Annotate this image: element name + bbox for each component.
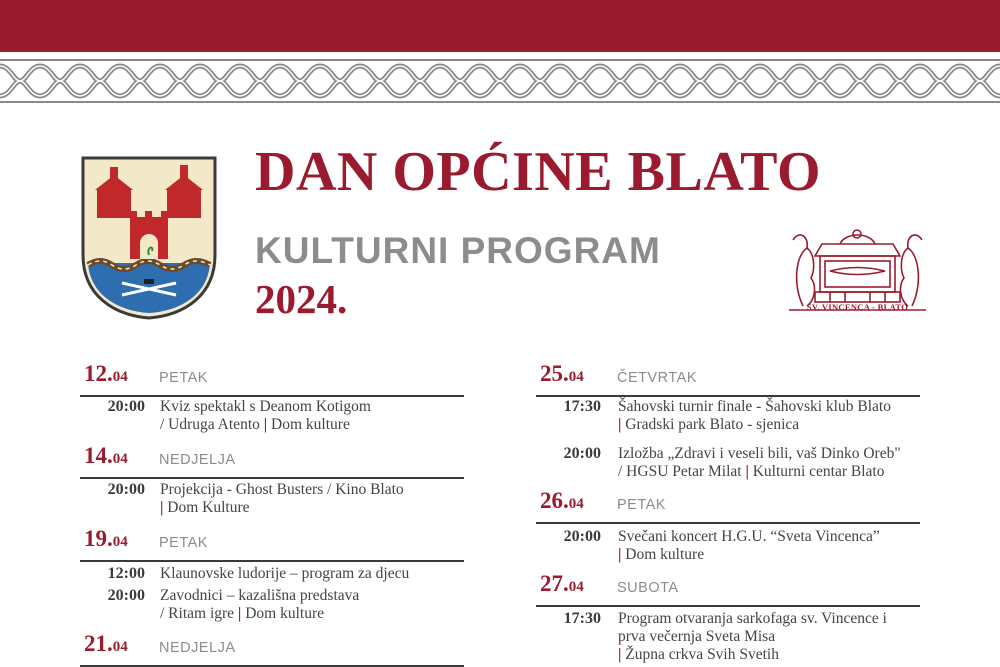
day-weekday: PETAK — [617, 497, 666, 513]
event-description-line: Izložba „Zdravi i veseli bili, vaš Dinko Oreb" — [618, 445, 901, 462]
day-date: 12.04 — [84, 361, 128, 386]
separator-bar: | — [160, 499, 164, 516]
day-month: 04 — [112, 534, 128, 550]
day-header — [80, 631, 464, 667]
event-time: 20:00 — [107, 398, 145, 415]
day-month: 04 — [112, 639, 128, 655]
day-header — [536, 571, 920, 607]
day-date: 19.04 — [84, 526, 128, 551]
separator-bar: | — [263, 416, 268, 433]
emblem-caption: SV. VINCENCA - BLATO — [806, 302, 909, 312]
event-time: 20:00 — [107, 587, 145, 604]
event-description-line: Kviz spektakl s Deanom Kotigom — [160, 398, 371, 415]
day-date: 21.04 — [84, 631, 128, 656]
day-month: 04 — [112, 369, 128, 385]
day-date: 27.04 — [540, 571, 584, 596]
day-weekday: SUBOTA — [617, 580, 679, 596]
event-description-line: | Dom Kulture — [160, 499, 250, 516]
event-description-line: Šahovski turnir finale - Šahovski klub Blato — [618, 398, 891, 415]
event-description-line: Zavodnici – kazališna predstava — [160, 587, 360, 604]
program-year: 2024. — [255, 276, 348, 322]
event-description-line: Svečani koncert H.G.U. “Sveta Vincenca” — [618, 528, 880, 545]
day-header — [536, 361, 920, 397]
day-header — [536, 488, 920, 524]
event-time: 17:30 — [563, 610, 601, 627]
day-date: 25.04 — [540, 361, 584, 386]
day-header — [80, 443, 464, 479]
event-description-line: / Ritam igre | Dom kulture — [160, 605, 324, 622]
day-date: 26.04 — [540, 488, 584, 513]
event-description-line: Projekcija - Ghost Busters / Kino Blato — [160, 481, 404, 498]
day-month: 04 — [568, 369, 584, 385]
braid-ornament — [0, 56, 1000, 106]
day-date: 14.04 — [84, 443, 128, 468]
event-description-line: / Udruga Atento | Dom kulture — [160, 416, 350, 433]
day-weekday: PETAK — [159, 370, 208, 386]
day-header — [80, 526, 464, 562]
separator-bar: | — [745, 463, 749, 480]
day-month: 04 — [568, 496, 584, 512]
event-description-line: Klaunovske ludorije – program za djecu — [160, 565, 410, 582]
page-title: DAN OPĆINE BLATO — [255, 141, 822, 203]
event-time: 20:00 — [107, 481, 145, 498]
day-weekday: NEDJELJA — [159, 452, 236, 468]
day-header — [80, 361, 464, 397]
event-description-line: | Dom kulture — [618, 546, 705, 563]
day-weekday: NEDJELJA — [159, 640, 236, 656]
separator-bar: | — [618, 546, 622, 563]
event-time: 20:00 — [563, 445, 601, 462]
separator-bar: | — [618, 646, 622, 663]
event-description-line: | Gradski park Blato - sjenica — [618, 416, 800, 433]
event-time: 12:00 — [107, 565, 145, 582]
coat-of-arms-icon — [80, 155, 218, 320]
event-description-line: / HGSU Petar Milat | Kulturni centar Blato — [618, 463, 885, 480]
day-month: 04 — [112, 451, 128, 467]
page-subtitle: KULTURNI PROGRAM — [255, 230, 661, 271]
day-month: 04 — [568, 579, 584, 595]
separator-bar: | — [618, 416, 622, 433]
event-description-line: | Župna crkva Svih Svetih — [618, 646, 779, 663]
event-time: 20:00 — [563, 528, 601, 545]
event-description-line: prva večernja Sveta Misa — [618, 628, 776, 645]
day-weekday: PETAK — [159, 535, 208, 551]
event-description-line: Program otvaranja sarkofaga sv. Vincence i — [618, 610, 887, 627]
separator-bar: | — [237, 605, 242, 622]
day-weekday: ČETVRTAK — [617, 370, 698, 386]
top-band — [0, 0, 1000, 52]
event-time: 17:30 — [563, 398, 601, 415]
